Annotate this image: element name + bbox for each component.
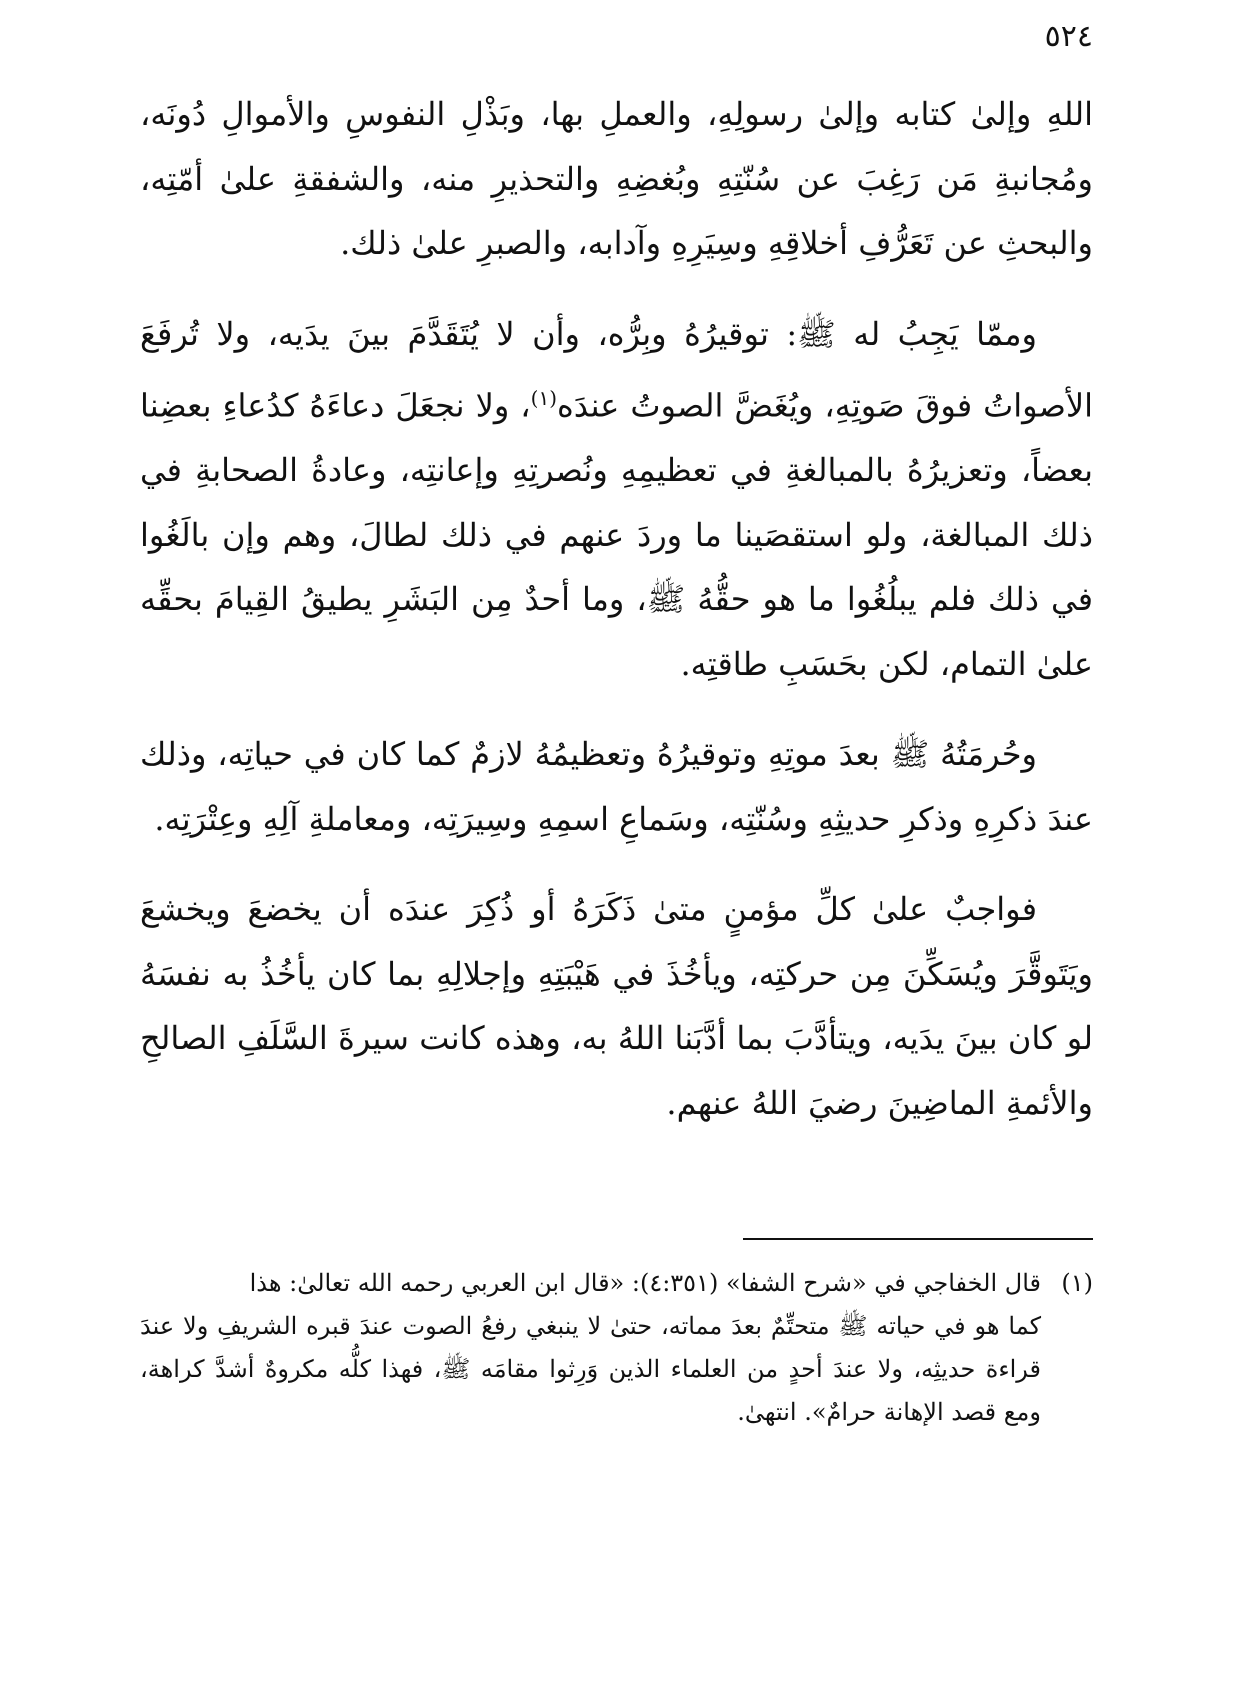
paragraph-2-text-after: ، ولا نجعَلَ دعاءَهُ كدُعاءِ بعضِنا بعضاً، وتعزيرُهُ بالمبالغةِ في تعظيمِهِ ونُصرتِهِ وإعانتِه، وعادةُ الصحابةِ في ذلك المبالغة، ولو استقصَينا ما وردَ عنهم في ذلك لطالَ، وهم وإن بالَغُوا في ذلك فلم يبلُغُوا ما هو حقُّهُ ﷺ، وما أحدٌ مِن البَشَرِ يطيقُ القِيامَ بحقِّه علىٰ التمام، لكن بحَسَبِ طاقتِه. [140, 386, 1093, 683]
page-number: ٥٢٤ [1044, 19, 1093, 54]
footnote-1 [140, 1262, 1093, 1434]
paragraph-2-text-before: وممّا يَجِبُ له ﷺ: توقيرُهُ وبِرُّه، وأن لا يُتَقَدَّمَ بينَ يدَيه، ولا تُرفَعَ الأصواتُ فوقَ صَوتِهِ، ويُغَضَّ الصوتُ عندَه [140, 314, 1094, 425]
paragraph-3: وحُرمَتُهُ ﷺ بعدَ موتِهِ وتوقيرُهُ وتعظيمُهُ لازمٌ كما كان في حياتِه، وذلك عندَ ذكرِهِ وذكرِ حديثِهِ وسُنّتِه، وسَماعِ اسمِهِ وسِيرَتِه، ومعاملةِ آلِهِ وعِتْرَتِه. [140, 735, 1093, 838]
main-text [140, 82, 1093, 1161]
footnote-1-first-line: قال الخفاجي في «شرح الشفا» (٤:٣٥١): «قال ابن العربي رحمه الله تعالىٰ: هذا [249, 1269, 1041, 1297]
paragraph-4: فواجبٌ علىٰ كلِّ مؤمنٍ متىٰ ذَكَرَهُ أو ذُكِرَ عندَه أن يخضعَ ويخشعَ ويَتَوقَّرَ ويُسَكِّنَ مِن حركتِه، ويأخُذَ في هَيْبَتِهِ وإجلالِهِ بما كان يأخُذُ به نفسَهُ لو كان بينَ يدَيه، ويتأدَّبَ بما أدَّبَنا اللهُ به، وهذه كانت سيرةَ السَّلَفِ الصالحِ والأئمةِ الماضِينَ رضيَ اللهُ عنهم. [140, 890, 1093, 1122]
footnote-reference-1[interactable]: (١) [530, 386, 558, 410]
footnote-1-marker: (١) [1061, 1269, 1093, 1297]
footnote-1-continuation: كما هو في حياته ﷺ متحتِّمٌ بعدَ مماته، حتىٰ لا ينبغي رفعُ الصوت عندَ قبره الشريفِ ولا عندَ قراءة حديثِه، ولا عندَ أحدٍ من العلماء الذين وَرِثوا مقامَه ﷺ، فهذا كلُّه مكروهٌ أشدَّ كراهة، ومع قصد الإهانة حرامٌ». انتهىٰ. [140, 1312, 1041, 1426]
paragraph-1: اللهِ وإلىٰ كتابه وإلىٰ رسولِهِ، والعملِ بها، وبَذْلِ النفوسِ والأموالِ دُونَه، ومُجانبةِ مَن رَغِبَ عن سُنّتِهِ وبُغضِهِ والتحذيرِ منه، والشفقةِ علىٰ أمّتِه، والبحثِ عن تَعَرُّفِ أخلاقِهِ وسِيَرِهِ وآدابه، والصبرِ علىٰ ذلك. [140, 95, 1093, 262]
footnote-divider [743, 1238, 1093, 1240]
footnotes [140, 1262, 1093, 1434]
paragraph-2 [140, 302, 1093, 697]
